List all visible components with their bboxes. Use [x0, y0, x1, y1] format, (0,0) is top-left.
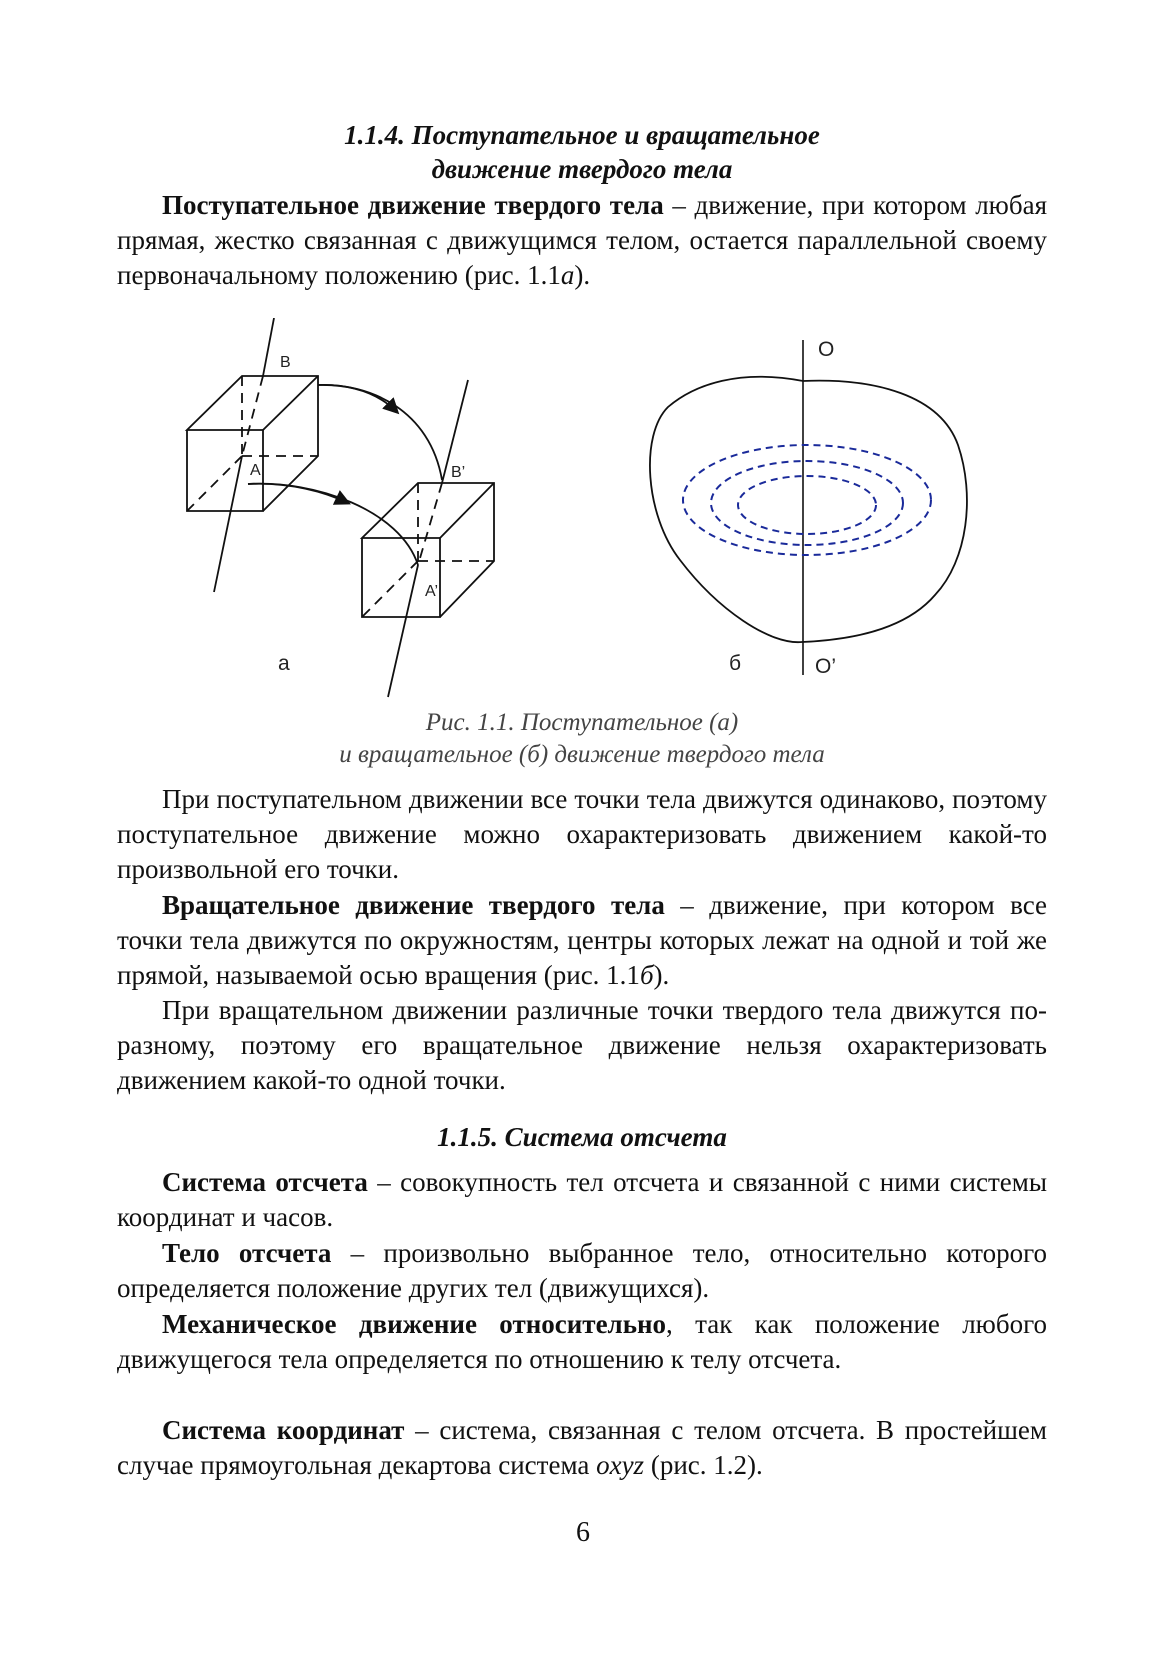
label-a-prime: A’ [425, 583, 439, 600]
definition-text: – система, связанная с телом отсчета. В простейшем случае прямоугольная декартова система [117, 1415, 1047, 1480]
term-rotational-motion: Вращательное движение твердого тела [162, 890, 665, 920]
paragraph-reference-system [117, 1165, 1047, 1235]
definition-end: ). [574, 260, 591, 290]
label-part-a: а [278, 652, 290, 675]
label-part-b: б [729, 652, 742, 675]
term-reference-system: Система отсчета [162, 1167, 368, 1197]
definition-end: (рис. 1.2). [644, 1450, 763, 1480]
diagram-translational [187, 318, 494, 697]
figure-ref-letter: а [560, 260, 575, 290]
symbol-oxyz: oxyz [596, 1450, 645, 1480]
term-mechanical-motion: Механическое движение относительно [162, 1309, 667, 1339]
figure-caption [117, 707, 1047, 771]
label-o: O [818, 338, 835, 361]
definition-text: – движение, при котором все точки тела движутся по окружностям, центры которых лежат на одной и той же прямой, называемой осью вращения (рис. 1.1 [117, 890, 1048, 990]
line-ab [214, 318, 274, 592]
paragraph-rotational-definition [117, 888, 1047, 993]
orbit-inner [738, 476, 876, 534]
orbit-middle [711, 461, 903, 545]
section-title-1-1-5: 1.1.5. Система отсчета [437, 1122, 727, 1152]
term-coordinate-system: Система координат [162, 1415, 405, 1445]
definition-end: ). [653, 960, 670, 990]
paragraph-reference-body [117, 1236, 1047, 1306]
label-o-prime: O’ [815, 655, 836, 678]
paragraph-coordinate-system [117, 1413, 1047, 1483]
trajectory-b-arrowhead [318, 385, 397, 412]
caption-line1: Рис. 1.1. Поступательное (а) [425, 709, 739, 736]
cube-initial [187, 376, 318, 511]
label-a: A [250, 462, 261, 479]
paragraph-rotational-points: При вращательном движении различные точки твердого тела движутся по-разному, поэтому его вращательное движение нельзя охарактеризовать движением какой-то одной точки. [117, 995, 1047, 1095]
definition-text: – произвольно выбранное тело, относительно которого определяется положение других тел (движущихся). [117, 1238, 1047, 1303]
caption-line2: и вращательное (б) движение твердого тела [339, 741, 825, 768]
section-title-1-1-4 [117, 118, 1047, 186]
orbit-circles [683, 445, 931, 555]
definition-text: – совокупность тел отсчета и связанной с ними системы координат и часов. [117, 1167, 1047, 1232]
label-b: B [280, 354, 291, 371]
paragraph-mechanical-motion [117, 1307, 1047, 1377]
definition-text: – движение, при котором любая прямая, жестко связанная с движущимся телом, остается параллельной своему первоначальному положению (рис. 1.1 [117, 190, 1047, 290]
definition-text: , так как положение любого движущегося тела определяется по отношению к телу отсчета. [117, 1309, 1047, 1374]
figure-1-1 [0, 318, 1166, 698]
term-reference-body: Тело отсчета [162, 1238, 332, 1268]
page-number: 6 [576, 1517, 590, 1548]
section-title-line2: движение твердого тела [431, 154, 733, 184]
term-translational-motion: Поступательное движение твердого тела [162, 190, 664, 220]
paragraph-translational-definition [117, 188, 1047, 293]
paragraph-translational-points: При поступательном движении все точки тела движутся одинаково, поэтому поступательное движение можно охарактеризовать движением какой-то произвольной его точки. [117, 784, 1047, 884]
section-title-line1: 1.1.4. Поступательное и вращательное [344, 120, 820, 150]
diagram-rotational [650, 340, 967, 675]
figure-ref-letter: б [639, 960, 654, 990]
label-b-prime: B’ [451, 464, 466, 481]
rotating-body-outline [650, 377, 967, 642]
